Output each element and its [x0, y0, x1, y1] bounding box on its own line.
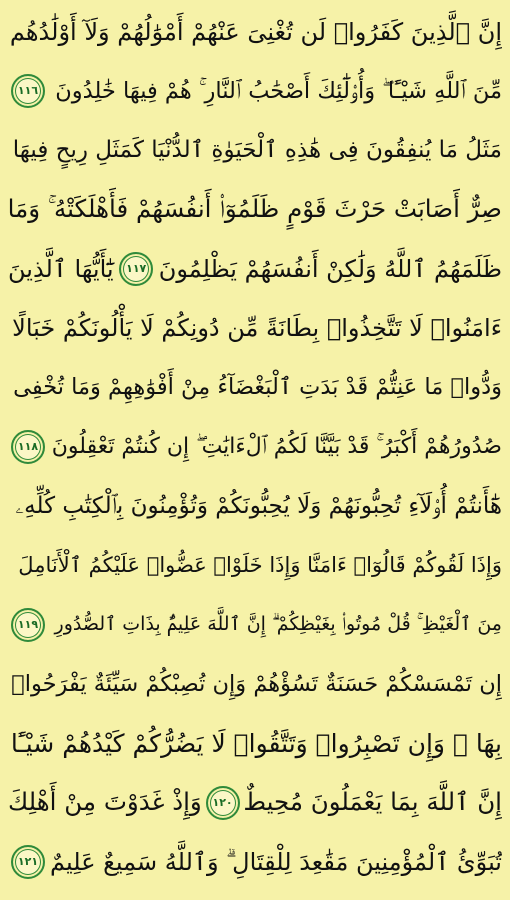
verse-text: مِّنَ ٱللَّهِ شَيْـًٔا ۖ وَأُو۟لَٰٓئِكَ أَصْحَٰبُ ٱلنَّارِ ۚ هُمْ فِيهَا خَٰلِدُونَ	[55, 77, 502, 104]
verse-text: إِنَّ ٱللَّهَ بِمَا يَعْمَلُونَ مُحِيطٌ	[243, 787, 502, 817]
text-line	[8, 536, 502, 595]
text-line	[8, 121, 502, 180]
verse-text: هَٰٓأَنتُمْ أُو۟لَآءِ تُحِبُّونَهُمْ وَلَا يُحِبُّونَكُمْ وَتُؤْمِنُونَ بِٱلْكِتَٰبِ كُلِّهِۦ	[15, 492, 502, 519]
verse-text: ءَامَنُوا۟ لَا تَتَّخِذُوا۟ بِطَانَةً مِّن دُونِكُمْ لَا يَأْلُونَكُمْ خَبَالًا	[12, 314, 502, 343]
ayah-marker: ١١٧	[119, 252, 153, 286]
text-line	[8, 714, 502, 773]
verse-text: تُبَوِّئُ ٱلْمُؤْمِنِينَ مَقَٰعِدَ لِلْقِتَالِ ۗ وَٱللَّهُ سَمِيعٌ عَلِيمٌ	[50, 847, 502, 876]
ayah-marker: ١١٦	[11, 74, 45, 108]
text-line	[8, 832, 502, 891]
verse-text: صِرٌّ أَصَابَتْ حَرْثَ قَوْمٍ ظَلَمُوٓا۟ أَنفُسَهُمْ فَأَهْلَكَتْهُ ۚ وَمَا	[8, 194, 502, 224]
text-line	[8, 773, 502, 832]
text-line	[8, 476, 502, 535]
text-line	[8, 2, 502, 61]
text-line	[8, 595, 502, 654]
ayah-marker: ١٢١	[11, 845, 45, 879]
verse-text: مَثَلُ مَا يُنفِقُونَ فِى هَٰذِهِ ٱلْحَيَوٰةِ ٱلدُّنْيَا كَمَثَلِ رِيحٍ فِيهَا	[12, 136, 502, 163]
text-line	[8, 239, 502, 298]
verse-text: مِنَ ٱلْغَيْظِ ۚ قُلْ مُوتُوا۟ بِغَيْظِكُمْ ۗ إِنَّ ٱللَّهَ عَلِيمٌۢ بِذَاتِ ٱلصُّدُورِ	[54, 613, 502, 636]
text-line	[8, 61, 502, 120]
text-line	[8, 654, 502, 713]
ayah-marker: ١١٨	[11, 430, 45, 464]
text-line	[8, 180, 502, 239]
ayah-marker: ١٢٠	[206, 786, 240, 820]
text-line	[8, 417, 502, 476]
text-line	[8, 298, 502, 357]
verse-text: وَإِذَا لَقُوكُمْ قَالُوٓا۟ ءَامَنَّا وَإِذَا خَلَوْا۟ عَضُّوا۟ عَلَيْكُمُ ٱلْأَنَامِلَ	[18, 552, 502, 577]
verse-text: يَٰٓأَيُّهَا ٱلَّذِينَ	[8, 254, 114, 283]
ayah-marker: ١١٩	[11, 608, 45, 642]
verse-text: إِنَّ ٱلَّذِينَ كَفَرُوا۟ لَن تُغْنِىَ عَنْهُمْ أَمْوَٰلُهُمْ وَلَآ أَوْلَٰدُهُم	[9, 17, 502, 46]
verse-text: وَدُّوا۟ مَا عَنِتُّمْ قَدْ بَدَتِ ٱلْبَغْضَآءُ مِنْ أَفْوَٰهِهِمْ وَمَا تُخْفِى	[13, 374, 502, 401]
verse-text: ظَلَمَهُمُ ٱللَّهُ وَلَٰكِنْ أَنفُسَهُمْ يَظْلِمُونَ	[158, 254, 502, 283]
verse-text: وَإِذْ غَدَوْتَ مِنْ أَهْلِكَ	[8, 787, 202, 817]
verse-text: إِن تَمْسَسْكُمْ حَسَنَةٌ تَسُؤْهُمْ وَإِن تُصِبْكُمْ سَيِّئَةٌ يَفْرَحُوا۟	[11, 670, 502, 697]
text-line	[8, 358, 502, 417]
verse-text: صُدُورُهُمْ أَكْبَرُ ۚ قَدْ بَيَّنَّا لَكُمُ ٱلْءَايَٰتِ ۖ إِن كُنتُمْ تَعْقِلُونَ	[51, 433, 502, 459]
verse-text: بِهَا ۖ وَإِن تَصْبِرُوا۟ وَتَتَّقُوا۟ لَا يَضُرُّكُمْ كَيْدُهُمْ شَيْـًٔا	[10, 728, 502, 758]
